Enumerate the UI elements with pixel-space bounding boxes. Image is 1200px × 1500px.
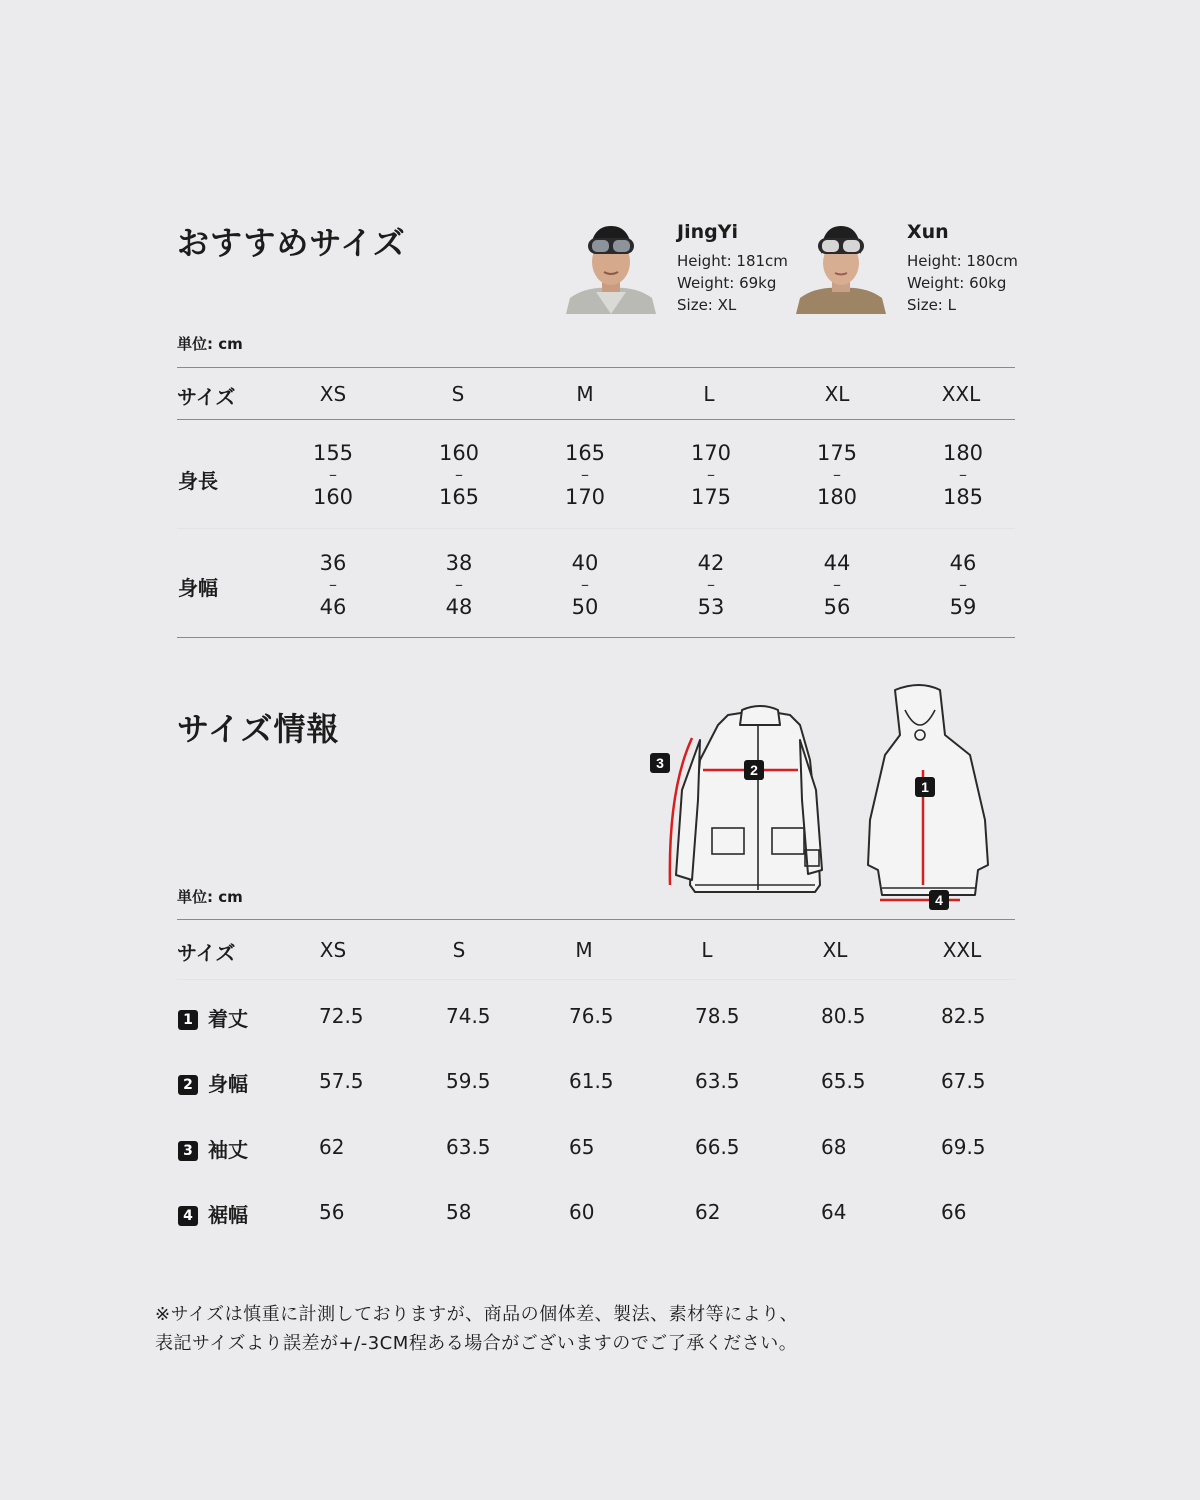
diagram-marker-4-text: 4: [935, 892, 943, 908]
table-top-rule: [177, 919, 1015, 920]
unit-label: 単位: cm: [177, 335, 243, 353]
size-header: XL: [822, 938, 848, 962]
width-range: 42 – 53: [697, 551, 725, 619]
value-cell: 68: [821, 1135, 847, 1159]
width-range: 46 – 59: [949, 551, 977, 619]
row-label-height: 身長: [178, 469, 218, 493]
size-info-title: サイズ情報: [177, 710, 340, 748]
row-divider: [177, 528, 1015, 529]
model-photo-xun: [796, 218, 886, 314]
size-header-label: サイズ: [177, 941, 236, 965]
model-height: Height: 180cm: [907, 252, 1018, 270]
value-cell: 72.5: [319, 1004, 364, 1028]
size-header: S: [451, 382, 465, 406]
height-range: 155 – 160: [312, 441, 354, 509]
row-number-badge: 1: [178, 1010, 198, 1030]
width-range: 44 – 56: [823, 551, 851, 619]
row-number-badge: 2: [178, 1075, 198, 1095]
value-cell: 76.5: [569, 1004, 614, 1028]
model-weight: Weight: 60kg: [907, 274, 1007, 292]
diagram-marker-2-text: 2: [750, 762, 758, 778]
value-cell: 60: [569, 1200, 595, 1224]
width-range: 38 – 48: [445, 551, 473, 619]
value-cell: 82.5: [941, 1004, 986, 1028]
size-header: S: [452, 938, 466, 962]
value-cell: 62: [695, 1200, 721, 1224]
row-label-hem: 4 裾幅: [178, 1199, 248, 1228]
size-header: XXL: [941, 382, 981, 406]
value-cell: 80.5: [821, 1004, 866, 1028]
model-name: Xun: [907, 221, 949, 243]
model-weight: Weight: 69kg: [677, 274, 777, 292]
value-cell: 69.5: [941, 1135, 986, 1159]
value-cell: 67.5: [941, 1069, 986, 1093]
value-cell: 63.5: [695, 1069, 740, 1093]
row-label-chest: 2 身幅: [178, 1068, 248, 1097]
model-size: Size: L: [907, 296, 956, 314]
model-photo-jingyi: [566, 218, 656, 314]
table-top-rule: [177, 367, 1015, 368]
sizing-note-line1: ※サイズは慎重に計測しておりますが、商品の個体差、製法、素材等により、: [155, 1304, 799, 1325]
height-range: 160 – 165: [438, 441, 480, 509]
unit-label: 単位: cm: [177, 888, 243, 906]
size-header: XL: [824, 382, 850, 406]
value-cell: 66: [941, 1200, 967, 1224]
value-cell: 56: [319, 1200, 345, 1224]
value-cell: 63.5: [446, 1135, 491, 1159]
size-header-label: サイズ: [177, 385, 236, 409]
size-header: M: [576, 382, 594, 406]
height-range: 165 – 170: [564, 441, 606, 509]
size-header: L: [701, 938, 713, 962]
value-cell: 61.5: [569, 1069, 614, 1093]
height-range: 170 – 175: [690, 441, 732, 509]
size-header: XS: [319, 938, 347, 962]
table-bottom-rule: [177, 637, 1015, 638]
jacket-measurement-diagram: [640, 680, 1020, 915]
value-cell: 57.5: [319, 1069, 364, 1093]
value-cell: 65: [569, 1135, 595, 1159]
row-number-badge: 4: [178, 1206, 198, 1226]
diagram-marker-1-text: 1: [921, 779, 929, 795]
value-cell: 58: [446, 1200, 472, 1224]
diagram-marker-3-text: 3: [656, 755, 664, 771]
height-range: 175 – 180: [816, 441, 858, 509]
sizing-note-line2: 表記サイズより誤差が+/-3CM程ある場合がございますのでご了承ください。: [155, 1333, 798, 1354]
width-range: 36 – 46: [319, 551, 347, 619]
size-header: XXL: [942, 938, 982, 962]
row-number-badge: 3: [178, 1141, 198, 1161]
value-cell: 64: [821, 1200, 847, 1224]
value-cell: 65.5: [821, 1069, 866, 1093]
recommended-size-title: おすすめサイズ: [177, 224, 406, 262]
value-cell: 62: [319, 1135, 345, 1159]
header-divider: [177, 979, 1015, 980]
model-size: Size: XL: [677, 296, 737, 314]
model-height: Height: 181cm: [677, 252, 788, 270]
row-label-length: 1 着丈: [178, 1003, 248, 1032]
row-label-sleeve: 3 袖丈: [178, 1134, 248, 1163]
size-header: XS: [319, 382, 347, 406]
value-cell: 59.5: [446, 1069, 491, 1093]
value-cell: 66.5: [695, 1135, 740, 1159]
value-cell: 74.5: [446, 1004, 491, 1028]
row-label-width: 身幅: [178, 576, 218, 600]
height-range: 180 – 185: [942, 441, 984, 509]
header-rule: [177, 419, 1015, 420]
size-header: L: [703, 382, 715, 406]
size-header: M: [575, 938, 593, 962]
value-cell: 78.5: [695, 1004, 740, 1028]
width-range: 40 – 50: [571, 551, 599, 619]
model-name: JingYi: [677, 221, 738, 243]
